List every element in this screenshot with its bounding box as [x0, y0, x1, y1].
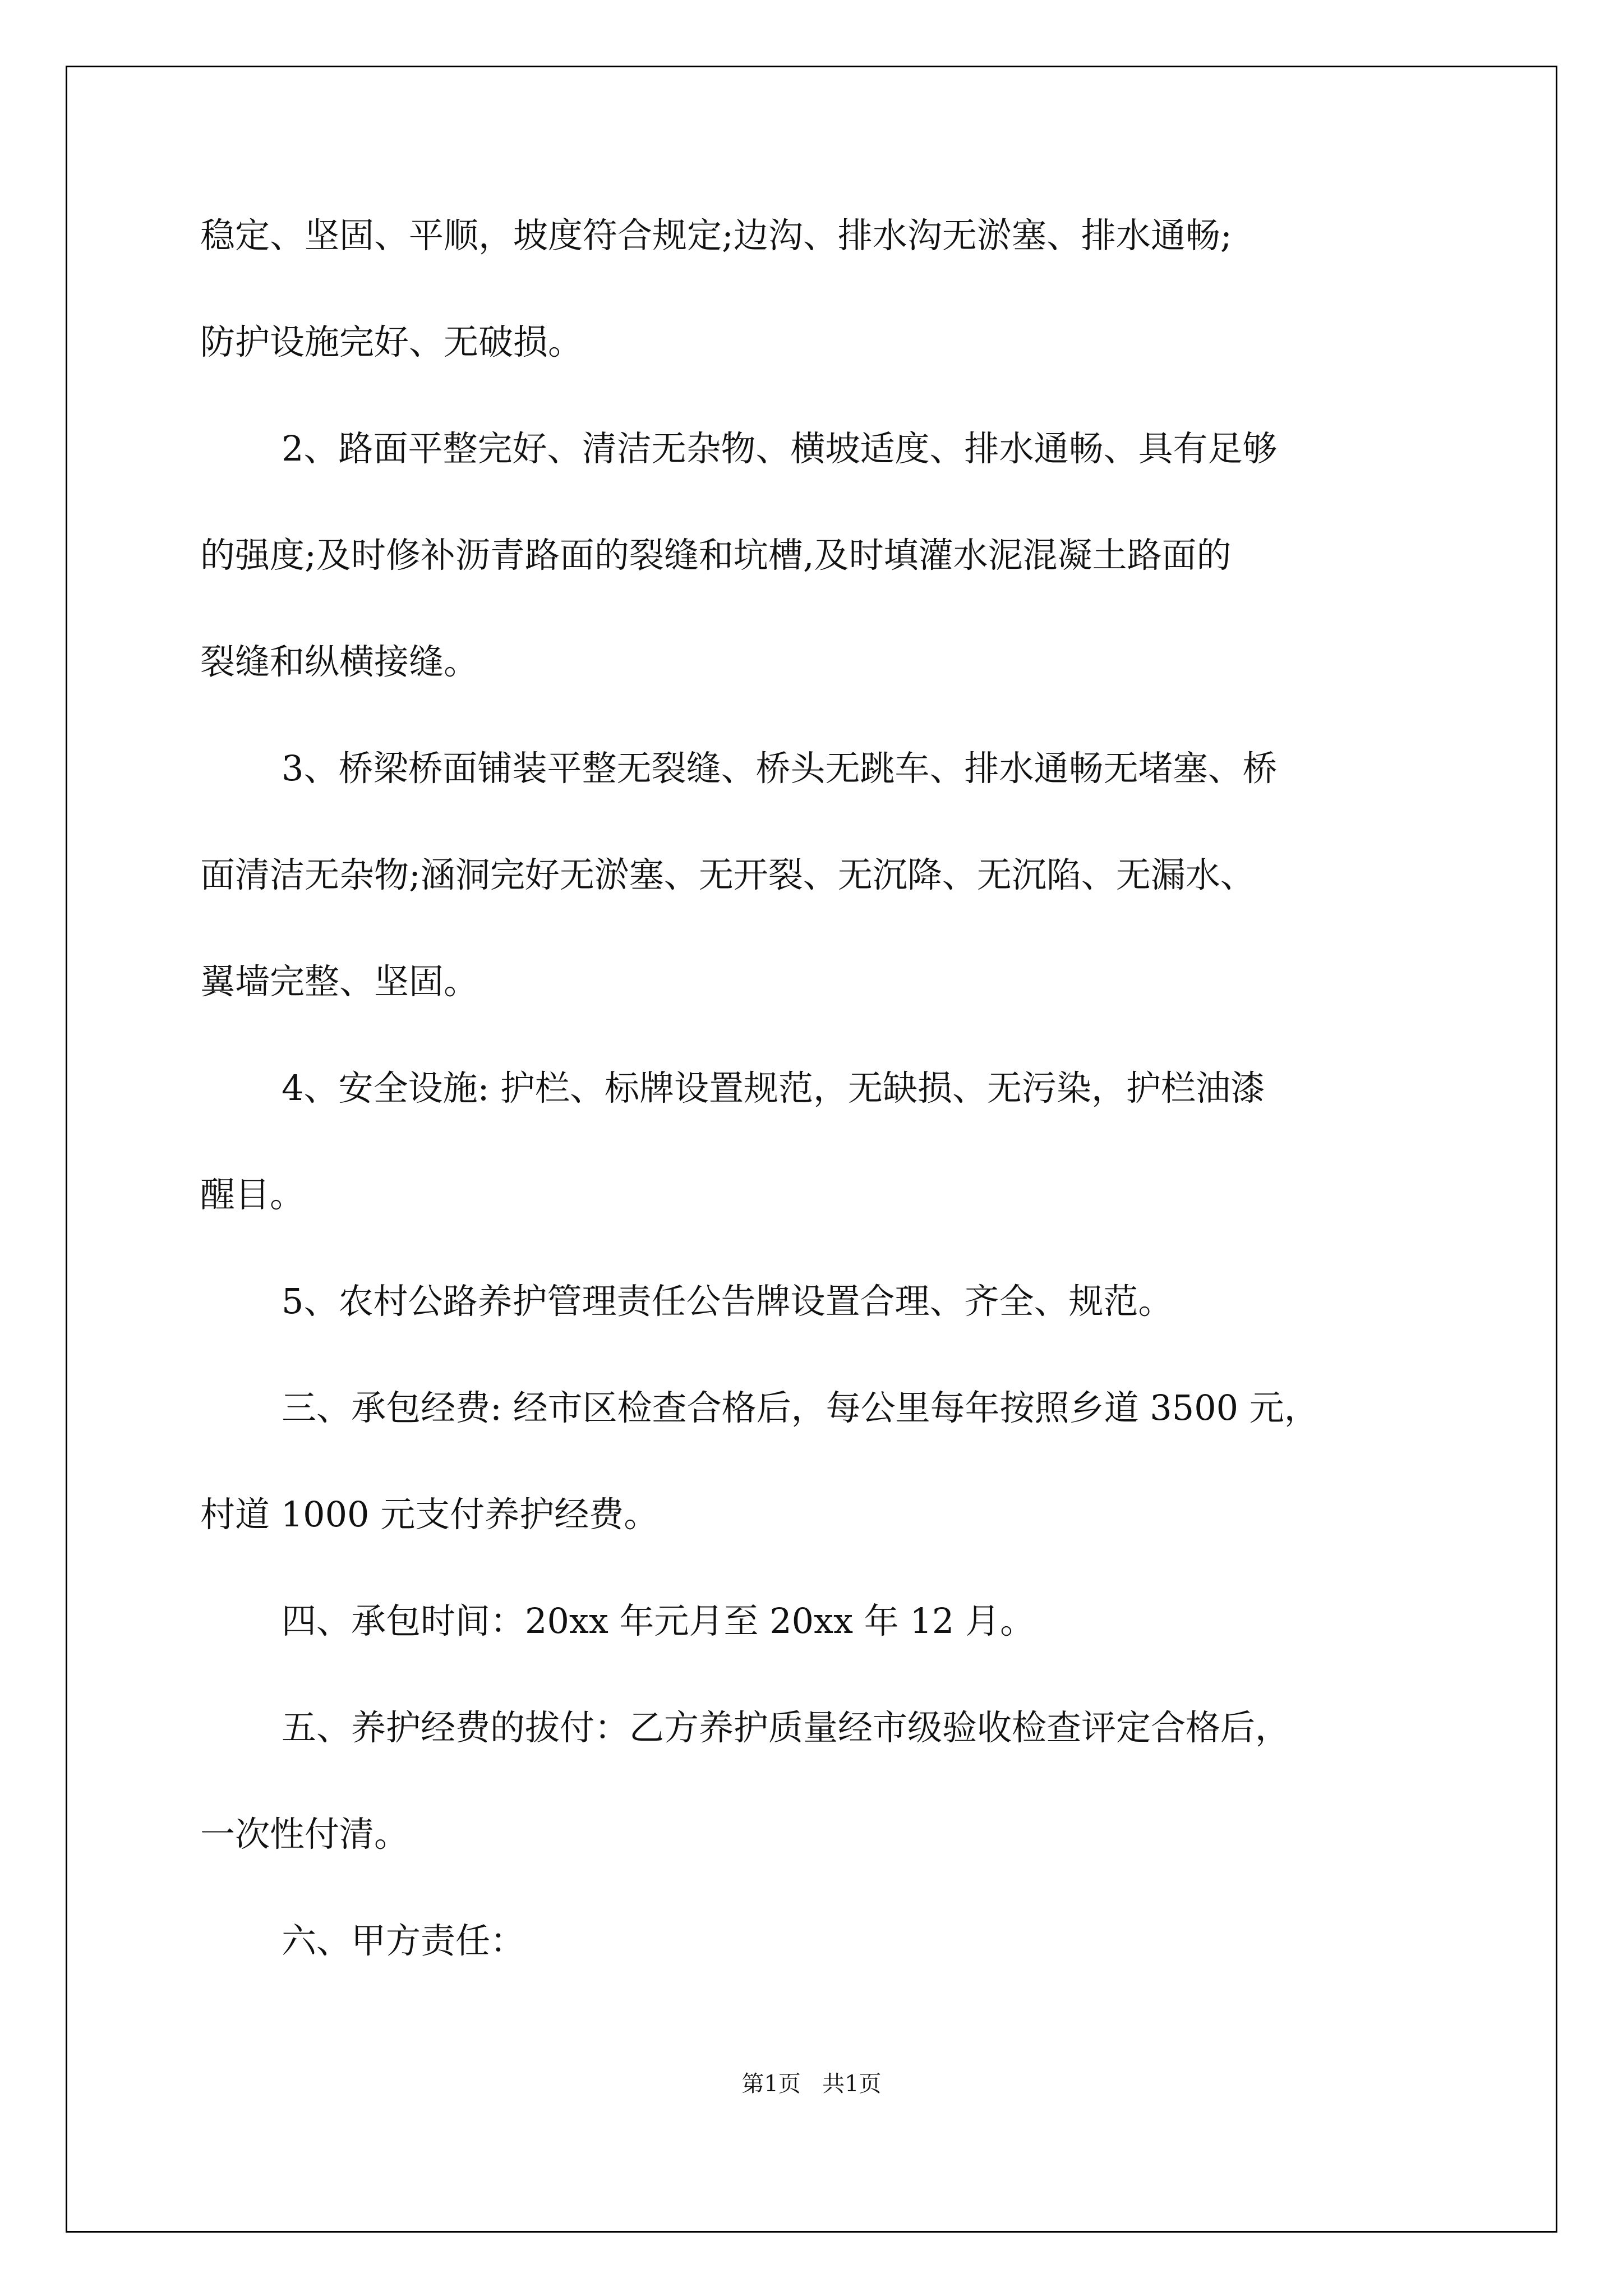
- page-number: 第1页: [741, 2071, 801, 2097]
- text-line: 四、承包时间：20xx 年元月至 20xx 年 12 月。: [282, 1600, 1035, 1641]
- text-line: 六、甲方责任：: [282, 1920, 525, 1961]
- page-footer: [0, 2067, 1623, 2101]
- text-line: 5、农村公路养护管理责任公告牌设置合理、齐全、规范。: [282, 1281, 1173, 1322]
- text-line: 村道 1000 元支付养护经费。: [200, 1494, 659, 1535]
- text-line: 4、安全设施: 护栏、标牌设置规范，无缺损、无污染，护栏油漆: [282, 1068, 1266, 1108]
- text-line: 的强度;及时修补沥青路面的裂缝和坑槽,及时填灌水泥混凝土路面的: [200, 535, 1232, 576]
- text-line: 醒目。: [200, 1174, 305, 1215]
- text-line: 3、桥梁桥面铺装平整无裂缝、桥头无跳车、排水通畅无堵塞、桥: [282, 748, 1278, 789]
- text-line: 稳定、坚固、平顺，坡度符合规定;边沟、排水沟无淤塞、排水通畅;: [200, 215, 1232, 256]
- text-line: 防护设施完好、无破损。: [200, 321, 583, 362]
- text-line: 五、养护经费的拔付：乙方养护质量经市级验收检查评定合格后，: [282, 1707, 1290, 1748]
- page-total: 共1页: [822, 2071, 882, 2097]
- text-line: 三、承包经费: 经市区检查合格后，每公里每年按照乡道 3500 元，: [282, 1387, 1319, 1428]
- text-line: 2、路面平整完好、清洁无杂物、横坡适度、排水通畅、具有足够: [282, 428, 1278, 469]
- text-line: 裂缝和纵横接缝。: [200, 641, 479, 682]
- text-line: 翼墙完整、坚固。: [200, 961, 479, 1002]
- text-line: 面清洁无杂物;涵洞完好无淤塞、无开裂、无沉降、无沉陷、无漏水、: [200, 854, 1255, 895]
- text-line: 一次性付清。: [200, 1814, 409, 1855]
